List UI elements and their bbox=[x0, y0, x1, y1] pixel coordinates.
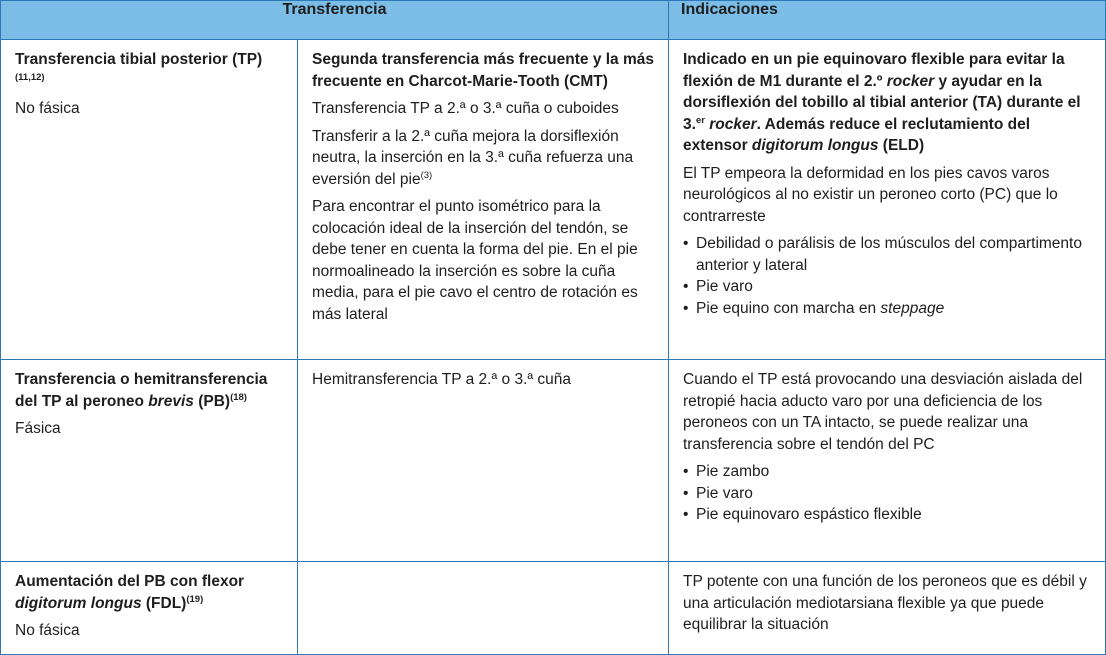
table-cell-col3 bbox=[669, 40, 1106, 360]
table-row bbox=[1, 562, 1106, 655]
text-run: Transferencia TP a 2.ª o 3.ª cuña o cuboides bbox=[312, 100, 619, 117]
list-item bbox=[683, 461, 1093, 483]
cell-heading bbox=[15, 571, 285, 614]
cell-heading bbox=[683, 49, 1093, 157]
text-run: Segunda transferencia más frecuente y la más frecuente en Charcot-Marie-Tooth (CMT) bbox=[312, 51, 655, 90]
bullet-list bbox=[683, 233, 1093, 319]
text-run: digitorum longus bbox=[15, 594, 142, 612]
text-run: No fásica bbox=[15, 622, 80, 639]
list-item bbox=[683, 298, 1093, 320]
list-item bbox=[683, 233, 1093, 276]
text-run: Transferencia tibial posterior (TP) bbox=[15, 51, 263, 68]
text-run: Pie equinovaro espástico flexible bbox=[696, 506, 922, 523]
table-cell-col1 bbox=[1, 40, 298, 360]
cell-heading bbox=[15, 369, 285, 412]
table-cell-col2 bbox=[298, 562, 669, 655]
cell-paragraph bbox=[312, 196, 656, 325]
cell-heading bbox=[312, 49, 656, 92]
text-run: No fásica bbox=[15, 100, 80, 117]
text-run: TP potente con una función de los peroneos que es débil y una articulación mediotarsiana flexible ya que puede equilibrar la situación bbox=[683, 573, 1087, 633]
bullet-list bbox=[683, 461, 1093, 526]
text-run: (PB) bbox=[193, 392, 231, 410]
list-item bbox=[683, 483, 1093, 505]
reference-superscript: er bbox=[695, 114, 705, 126]
header-row bbox=[1, 1, 1106, 40]
text-run: rocker bbox=[709, 115, 757, 133]
reference-superscript: (18) bbox=[230, 391, 247, 403]
text-run: Pie varo bbox=[696, 484, 753, 502]
text-run: Transferir a la 2.ª cuña mejora la dorsiflexión neutra, la inserción en la 3.ª cuña refuerza una eversión del pie bbox=[312, 127, 634, 188]
text-run: Hemitransferencia TP a 2.ª o 3.ª cuña bbox=[312, 371, 572, 388]
text-run: (ELD) bbox=[878, 137, 925, 154]
text-run: rocker bbox=[886, 72, 935, 90]
text-run: digitorum longus bbox=[751, 137, 879, 154]
table-cell-col1 bbox=[1, 360, 298, 562]
text-run: Cuando el TP está provocando una desviación aislada del retropié hacia aducto varo por una deficiencia de los peroneos con un TA intacto, se puede realizar una transferencia sobre el tendón del PC bbox=[683, 371, 1083, 453]
list-item bbox=[683, 276, 1093, 298]
reference-superscript: (3) bbox=[420, 169, 433, 181]
cell-paragraph bbox=[683, 571, 1093, 636]
text-run: brevis bbox=[148, 392, 194, 410]
cell-paragraph bbox=[312, 98, 656, 120]
table-cell-col2 bbox=[298, 40, 669, 360]
text-run: El TP empeora la deformidad en los pies cavos varos neurológicos al no existir un peroneo corto (PC) que lo contrarreste bbox=[683, 164, 1058, 225]
cell-paragraph bbox=[312, 369, 656, 391]
header-indicaciones: Indicaciones bbox=[669, 1, 1106, 40]
text-run: Debilidad o parálisis de los músculos del compartimento anterior y lateral bbox=[696, 235, 1082, 274]
cell-paragraph bbox=[683, 163, 1093, 228]
reference-superscript: (19) bbox=[186, 593, 204, 605]
text-run: . Además reduce el reclutamiento del extensor bbox=[683, 115, 1030, 154]
cell-paragraph bbox=[15, 418, 285, 440]
text-run: y ayudar en la dorsiflexión del tobillo al tibial anterior (TA) durante el 3. bbox=[683, 72, 1081, 133]
text-run: Aumentación del PB con flexor bbox=[15, 573, 245, 590]
cell-paragraph bbox=[15, 620, 285, 642]
cell-paragraph bbox=[15, 98, 285, 120]
text-run: Transferencia o hemitransferencia del TP al peroneo bbox=[15, 371, 268, 410]
table-row bbox=[1, 360, 1106, 562]
table-cell-col2 bbox=[298, 360, 669, 562]
list-item bbox=[683, 504, 1093, 526]
text-run: Fásica bbox=[15, 420, 61, 437]
table-row bbox=[1, 40, 1106, 360]
cell-paragraph bbox=[312, 126, 656, 191]
table-cell-col3 bbox=[669, 562, 1106, 655]
table-cell-col3 bbox=[669, 360, 1106, 562]
text-run: Pie varo bbox=[696, 278, 753, 295]
reference-superscript: (11,12) bbox=[15, 71, 45, 83]
text-run: Pie equino con marcha en bbox=[696, 299, 881, 317]
table-cell-col1 bbox=[1, 562, 298, 655]
text-run: steppage bbox=[880, 299, 945, 317]
cell-paragraph bbox=[683, 369, 1093, 455]
header-transferencia: Transferencia bbox=[1, 1, 669, 40]
text-run: Indicado en un pie equinovaro flexible para evitar la flexión de M1 durante el 2.º bbox=[683, 51, 1065, 90]
text-run: Pie zambo bbox=[696, 463, 770, 480]
text-run: Para encontrar el punto isométrico para la colocación ideal de la inserción del tendón, se debe tener en cuenta la forma del pie. En el pie normoalineado la inserción es sobre la cuña media, para el pie cavo el centro de rotación es más lateral bbox=[312, 198, 638, 323]
text-run: (FDL) bbox=[141, 594, 187, 612]
cell-heading bbox=[15, 49, 285, 92]
